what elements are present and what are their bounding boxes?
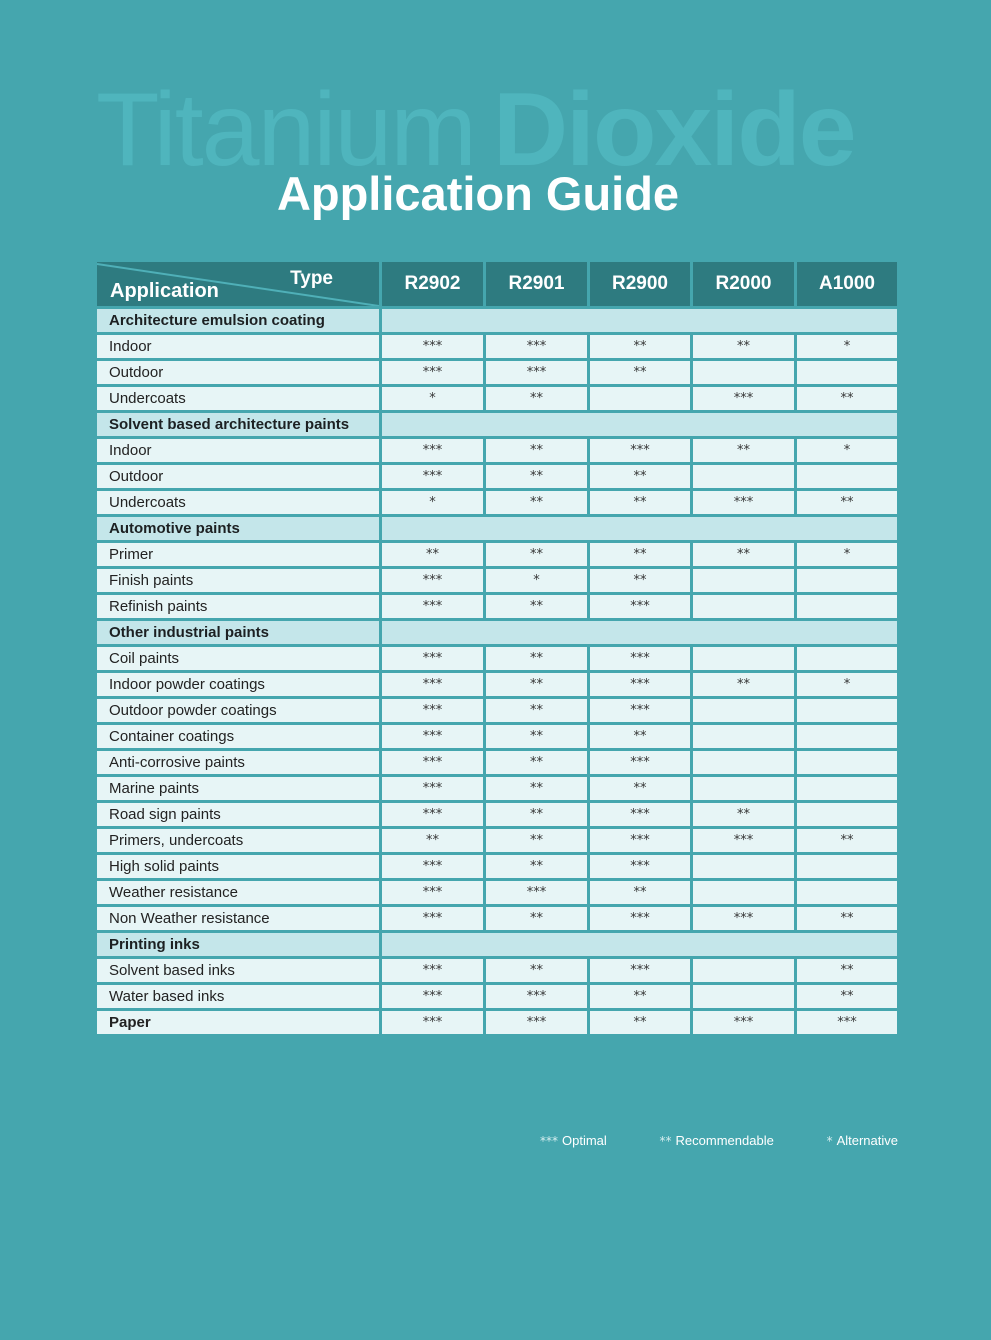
table-row xyxy=(96,334,899,360)
rating-cell: ** xyxy=(485,698,589,724)
row-label-paper: Paper xyxy=(96,1010,381,1036)
rating-cell: ** xyxy=(485,672,589,698)
title-word-titanium: Titanium xyxy=(96,72,475,188)
table-row xyxy=(96,698,899,724)
category-fill xyxy=(381,932,899,958)
rating-cell: ** xyxy=(692,802,796,828)
rating-cell: *** xyxy=(796,1010,899,1036)
column-header-r2901: R2901 xyxy=(485,261,589,308)
rating-cell: *** xyxy=(692,490,796,516)
rating-cell: *** xyxy=(381,464,485,490)
rating-cell: *** xyxy=(589,906,692,932)
rating-cell: *** xyxy=(692,386,796,412)
rating-cell xyxy=(796,594,899,620)
rating-cell: *** xyxy=(589,854,692,880)
rating-cell: * xyxy=(796,542,899,568)
legend-label: Optimal xyxy=(562,1133,607,1148)
table-row xyxy=(96,386,899,412)
rating-cell: *** xyxy=(381,984,485,1010)
title-word-dioxide: Dioxide xyxy=(492,72,855,188)
rating-cell: *** xyxy=(381,724,485,750)
rating-cell: ** xyxy=(589,880,692,906)
rating-cell xyxy=(796,646,899,672)
table-row xyxy=(96,360,899,386)
rating-cell: *** xyxy=(381,568,485,594)
row-label-container-coatings: Container coatings xyxy=(96,724,381,750)
legend-label: Recommendable xyxy=(675,1133,774,1148)
rating-cell: *** xyxy=(381,360,485,386)
rating-cell: * xyxy=(381,386,485,412)
rating-cell: *** xyxy=(381,646,485,672)
rating-cell: ** xyxy=(485,490,589,516)
rating-cell: ** xyxy=(485,438,589,464)
row-label-anti-corrosive-paints: Anti-corrosive paints xyxy=(96,750,381,776)
table-row xyxy=(96,724,899,750)
rating-cell xyxy=(692,724,796,750)
rating-cell: *** xyxy=(381,906,485,932)
rating-cell: ** xyxy=(485,594,589,620)
rating-cell: ** xyxy=(796,490,899,516)
rating-cell xyxy=(796,464,899,490)
category-label-automotive-paints: Automotive paints xyxy=(96,516,381,542)
title-block xyxy=(0,70,991,230)
table-row xyxy=(96,750,899,776)
rating-cell: ** xyxy=(485,750,589,776)
row-label-high-solid-paints: High solid paints xyxy=(96,854,381,880)
rating-cell: ** xyxy=(589,724,692,750)
rating-cell: ** xyxy=(485,646,589,672)
rating-cell: *** xyxy=(485,334,589,360)
rating-cell: ** xyxy=(589,360,692,386)
table-row xyxy=(96,984,899,1010)
rating-cell: ** xyxy=(796,906,899,932)
application-guide-table xyxy=(94,259,900,1037)
rating-cell: ** xyxy=(381,542,485,568)
rating-cell: ** xyxy=(692,672,796,698)
rating-cell xyxy=(796,854,899,880)
rating-cell: ** xyxy=(692,334,796,360)
rating-cell: *** xyxy=(381,776,485,802)
row-label-coil-paints: Coil paints xyxy=(96,646,381,672)
table-row xyxy=(96,880,899,906)
column-header-a1000: A1000 xyxy=(796,261,899,308)
rating-cell: *** xyxy=(381,854,485,880)
rating-cell: *** xyxy=(381,672,485,698)
page-title: Application Guide xyxy=(276,167,680,220)
rating-cell: *** xyxy=(485,880,589,906)
row-label-indoor-powder-coatings: Indoor powder coatings xyxy=(96,672,381,698)
row-label-outdoor: Outdoor xyxy=(96,360,381,386)
category-row xyxy=(96,308,899,334)
row-label-finish-paints: Finish paints xyxy=(96,568,381,594)
table-row xyxy=(96,958,899,984)
category-label-solvent-based-architecture-paints: Solvent based architecture paints xyxy=(96,412,381,438)
row-label-undercoats: Undercoats xyxy=(96,386,381,412)
table-row xyxy=(96,854,899,880)
rating-cell: ** xyxy=(485,802,589,828)
rating-cell: *** xyxy=(589,802,692,828)
rating-cell: ** xyxy=(485,828,589,854)
rating-cell: *** xyxy=(381,698,485,724)
rating-cell: ** xyxy=(796,984,899,1010)
rating-cell: * xyxy=(485,568,589,594)
row-label-outdoor-powder-coatings: Outdoor powder coatings xyxy=(96,698,381,724)
column-header-r2902: R2902 xyxy=(381,261,485,308)
rating-cell: ** xyxy=(589,542,692,568)
rating-cell: *** xyxy=(589,672,692,698)
rating-cell: *** xyxy=(589,698,692,724)
rating-cell: ** xyxy=(589,984,692,1010)
rating-cell: ** xyxy=(589,334,692,360)
rating-cell: *** xyxy=(381,334,485,360)
row-label-primers-undercoats: Primers, undercoats xyxy=(96,828,381,854)
legend xyxy=(540,1133,898,1153)
rating-cell: *** xyxy=(589,958,692,984)
rating-cell: ** xyxy=(589,464,692,490)
row-label-primer: Primer xyxy=(96,542,381,568)
table-row xyxy=(96,542,899,568)
row-label-solvent-based-inks: Solvent based inks xyxy=(96,958,381,984)
rating-cell: ** xyxy=(381,828,485,854)
legend-label: Alternative xyxy=(836,1133,898,1148)
category-row xyxy=(96,620,899,646)
row-label-road-sign-paints: Road sign paints xyxy=(96,802,381,828)
rating-cell: *** xyxy=(485,360,589,386)
rating-cell xyxy=(692,594,796,620)
row-label-water-based-inks: Water based inks xyxy=(96,984,381,1010)
category-label-other-industrial-paints: Other industrial paints xyxy=(96,620,381,646)
rating-cell xyxy=(692,958,796,984)
category-row xyxy=(96,412,899,438)
category-row xyxy=(96,516,899,542)
legend-stars: *** xyxy=(540,1134,558,1148)
rating-cell xyxy=(692,984,796,1010)
legend-stars: * xyxy=(826,1134,833,1148)
rating-cell xyxy=(692,464,796,490)
rating-cell xyxy=(692,776,796,802)
rating-cell: *** xyxy=(381,802,485,828)
category-fill xyxy=(381,620,899,646)
corner-type-label: Type xyxy=(290,268,333,289)
table-row xyxy=(96,646,899,672)
rating-cell xyxy=(796,880,899,906)
column-header-r2000: R2000 xyxy=(692,261,796,308)
rating-cell: * xyxy=(796,672,899,698)
category-label-architecture-emulsion-coating: Architecture emulsion coating xyxy=(96,308,381,334)
table-row xyxy=(96,490,899,516)
rating-cell: *** xyxy=(692,828,796,854)
row-label-outdoor: Outdoor xyxy=(96,464,381,490)
row-label-marine-paints: Marine paints xyxy=(96,776,381,802)
rating-cell: ** xyxy=(692,542,796,568)
row-label-refinish-paints: Refinish paints xyxy=(96,594,381,620)
table-row xyxy=(96,1010,899,1036)
rating-cell xyxy=(796,698,899,724)
table-header-row xyxy=(96,261,899,308)
legend-item-optimal xyxy=(540,1133,607,1153)
legend-item-alternative xyxy=(827,1133,898,1153)
rating-cell: ** xyxy=(692,438,796,464)
rating-cell: ** xyxy=(796,958,899,984)
rating-cell: ** xyxy=(796,386,899,412)
table-row xyxy=(96,776,899,802)
rating-cell xyxy=(692,646,796,672)
table-row xyxy=(96,438,899,464)
rating-cell xyxy=(692,360,796,386)
table-body xyxy=(96,308,899,1036)
rating-cell xyxy=(692,568,796,594)
rating-cell: ** xyxy=(485,464,589,490)
rating-cell: *** xyxy=(692,1010,796,1036)
row-label-weather-resistance: Weather resistance xyxy=(96,880,381,906)
table-row xyxy=(96,906,899,932)
row-label-undercoats: Undercoats xyxy=(96,490,381,516)
rating-cell: *** xyxy=(589,828,692,854)
rating-cell: ** xyxy=(485,906,589,932)
rating-cell: ** xyxy=(589,1010,692,1036)
rating-cell: ** xyxy=(589,490,692,516)
rating-cell: * xyxy=(796,438,899,464)
rating-cell: ** xyxy=(589,776,692,802)
rating-cell: *** xyxy=(589,594,692,620)
rating-cell: *** xyxy=(381,594,485,620)
rating-cell: *** xyxy=(381,1010,485,1036)
category-fill xyxy=(381,308,899,334)
category-fill xyxy=(381,412,899,438)
table-row xyxy=(96,568,899,594)
legend-stars: ** xyxy=(659,1134,672,1148)
rating-cell: *** xyxy=(485,1010,589,1036)
corner-application-label: Application xyxy=(110,280,219,302)
rating-cell xyxy=(796,776,899,802)
rating-cell xyxy=(796,802,899,828)
rating-cell xyxy=(796,360,899,386)
rating-cell: ** xyxy=(485,854,589,880)
column-header-r2900: R2900 xyxy=(589,261,692,308)
row-label-indoor: Indoor xyxy=(96,334,381,360)
rating-cell xyxy=(796,724,899,750)
rating-cell: ** xyxy=(485,958,589,984)
row-label-indoor: Indoor xyxy=(96,438,381,464)
rating-cell: *** xyxy=(589,438,692,464)
category-row xyxy=(96,932,899,958)
rating-cell xyxy=(796,750,899,776)
table-row xyxy=(96,828,899,854)
row-label-non-weather-resistance: Non Weather resistance xyxy=(96,906,381,932)
rating-cell xyxy=(796,568,899,594)
table-row xyxy=(96,464,899,490)
rating-cell: *** xyxy=(381,438,485,464)
rating-cell xyxy=(692,698,796,724)
rating-cell: ** xyxy=(796,828,899,854)
rating-cell xyxy=(692,880,796,906)
rating-cell: *** xyxy=(381,958,485,984)
rating-cell: * xyxy=(796,334,899,360)
rating-cell xyxy=(692,750,796,776)
rating-cell: *** xyxy=(589,750,692,776)
rating-cell: *** xyxy=(381,880,485,906)
rating-cell: *** xyxy=(589,646,692,672)
table-row xyxy=(96,594,899,620)
rating-cell xyxy=(589,386,692,412)
rating-cell: *** xyxy=(485,984,589,1010)
corner-header xyxy=(96,261,381,308)
rating-cell: ** xyxy=(485,386,589,412)
legend-item-recommendable xyxy=(660,1133,774,1153)
rating-cell: *** xyxy=(692,906,796,932)
rating-cell xyxy=(692,854,796,880)
table-row xyxy=(96,802,899,828)
rating-cell: ** xyxy=(485,542,589,568)
table-row xyxy=(96,672,899,698)
rating-cell: ** xyxy=(485,776,589,802)
rating-cell: *** xyxy=(381,750,485,776)
category-fill xyxy=(381,516,899,542)
rating-cell: ** xyxy=(589,568,692,594)
rating-cell: * xyxy=(381,490,485,516)
rating-cell: ** xyxy=(485,724,589,750)
category-label-printing-inks: Printing inks xyxy=(96,932,381,958)
